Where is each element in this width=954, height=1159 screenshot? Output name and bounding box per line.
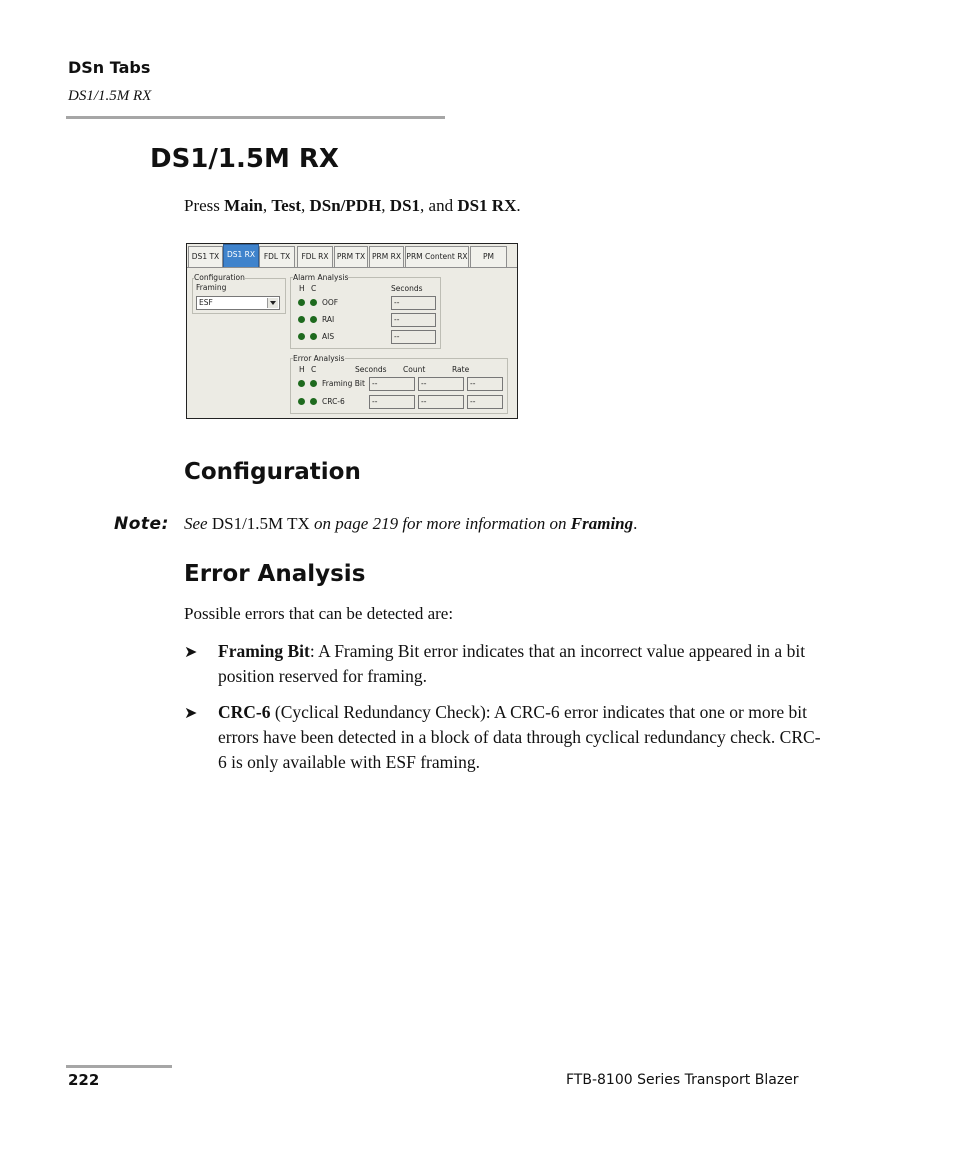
- press-ds1: DS1: [389, 196, 421, 215]
- crc6-label: CRC-6: [322, 397, 345, 406]
- bullet-description: : A Framing Bit error indicates that an incorrect value appeared in a bit position reserved for framing.: [218, 641, 806, 686]
- error-col-rate: Rate: [452, 365, 470, 374]
- framing-bit-seconds-field: --: [369, 377, 415, 391]
- framing-bit-label: Framing Bit: [322, 379, 365, 388]
- press-ds1rx: DS1 RX: [457, 196, 517, 215]
- ais-label: AIS: [322, 332, 335, 341]
- tab-fdl-rx[interactable]: FDL RX: [297, 246, 333, 267]
- rai-history-led: [298, 316, 305, 323]
- tab-fdl-tx[interactable]: FDL TX: [259, 246, 295, 267]
- note-label: Note:: [114, 514, 169, 534]
- note-see: See: [184, 514, 212, 533]
- crc6-seconds-field: --: [369, 395, 415, 409]
- tab-prm-content-rx[interactable]: PRM Content RX: [405, 246, 469, 267]
- crc6-current-led: [310, 398, 317, 405]
- tab-prm-tx[interactable]: PRM TX: [334, 246, 368, 267]
- bullet-crc6: [218, 700, 828, 775]
- ais-current-led: [310, 333, 317, 340]
- ds1-rx-screenshot: [186, 243, 518, 419]
- oof-label: OOF: [322, 298, 339, 307]
- alarm-col-seconds: Seconds: [391, 284, 423, 293]
- page-title: DS1/1.5M RX: [150, 144, 339, 174]
- crc6-history-led: [298, 398, 305, 405]
- note-end: .: [633, 514, 638, 533]
- ais-seconds-field: --: [391, 330, 436, 344]
- error-col-c: C: [311, 365, 317, 374]
- ais-history-led: [298, 333, 305, 340]
- error-col-seconds: Seconds: [355, 365, 387, 374]
- running-header-section: DSn Tabs: [68, 58, 151, 77]
- oof-seconds-field: --: [391, 296, 436, 310]
- press-sep: ,: [262, 196, 272, 215]
- note-text: [184, 514, 637, 534]
- note-reference-link[interactable]: DS1/1.5M TX: [211, 514, 310, 533]
- framing-label: Framing: [196, 283, 227, 292]
- press-test: Test: [271, 196, 301, 215]
- running-header-subsection: DS1/1.5M RX: [68, 88, 152, 104]
- press-sep: ,: [301, 196, 310, 215]
- error-intro-text: Possible errors that can be detected are:: [184, 604, 454, 623]
- footer-rule: [66, 1065, 172, 1068]
- configuration-heading: Configuration: [184, 459, 361, 485]
- rai-current-led: [310, 316, 317, 323]
- error-analysis-heading: Error Analysis: [184, 561, 366, 587]
- bullet-term: CRC-6: [218, 702, 271, 722]
- tab-ds1-tx[interactable]: DS1 TX: [188, 246, 223, 267]
- framing-bit-rate-field: --: [467, 377, 503, 391]
- header-rule: [66, 116, 445, 119]
- press-end: .: [516, 196, 521, 215]
- bullet-framing-bit: [218, 639, 828, 689]
- crc6-rate-field: --: [467, 395, 503, 409]
- press-dsn: DSn/PDH: [309, 196, 382, 215]
- press-sep: ,: [381, 196, 390, 215]
- note-middle: on page 219 for more information on: [309, 514, 571, 533]
- chevron-down-icon[interactable]: [267, 298, 278, 308]
- arrow-bullet-icon: ➤: [184, 705, 198, 722]
- rai-seconds-field: --: [391, 313, 436, 327]
- error-col-count: Count: [403, 365, 426, 374]
- alarm-analysis-title: Alarm Analysis: [293, 273, 349, 282]
- arrow-bullet-icon: ➤: [184, 644, 198, 661]
- framing-bit-current-led: [310, 380, 317, 387]
- framing-bit-history-led: [298, 380, 305, 387]
- alarm-col-c: C: [311, 284, 317, 293]
- press-instruction: [184, 196, 521, 216]
- press-sep: , and: [420, 196, 458, 215]
- tab-ds1-rx[interactable]: DS1 RX: [223, 244, 259, 268]
- alarm-col-h: H: [299, 284, 305, 293]
- tab-prm-rx[interactable]: PRM RX: [369, 246, 404, 267]
- tab-pm[interactable]: PM: [470, 246, 507, 267]
- page-number: 222: [68, 1071, 100, 1089]
- oof-history-led: [298, 299, 305, 306]
- bullet-description: (Cyclical Redundancy Check): A CRC-6 error indicates that one or more bit errors have been detected in a block of data through cyclical redundancy check. CRC-6 is only available with ESF framing.: [218, 702, 821, 772]
- press-main: Main: [224, 196, 263, 215]
- oof-current-led: [310, 299, 317, 306]
- error-col-h: H: [299, 365, 305, 374]
- framing-select-value: ESF: [199, 298, 213, 307]
- footer-document-title: FTB-8100 Series Transport Blazer: [566, 1072, 799, 1088]
- error-analysis-title: Error Analysis: [293, 354, 345, 363]
- press-prefix: Press: [184, 196, 225, 215]
- bullet-term: Framing Bit: [218, 641, 310, 661]
- framing-select[interactable]: [196, 296, 280, 310]
- tab-strip-line: [187, 267, 517, 268]
- configuration-group-title: Configuration: [194, 273, 245, 282]
- framing-bit-count-field: --: [418, 377, 464, 391]
- crc6-count-field: --: [418, 395, 464, 409]
- rai-label: RAI: [322, 315, 335, 324]
- note-framing: Framing: [570, 514, 634, 533]
